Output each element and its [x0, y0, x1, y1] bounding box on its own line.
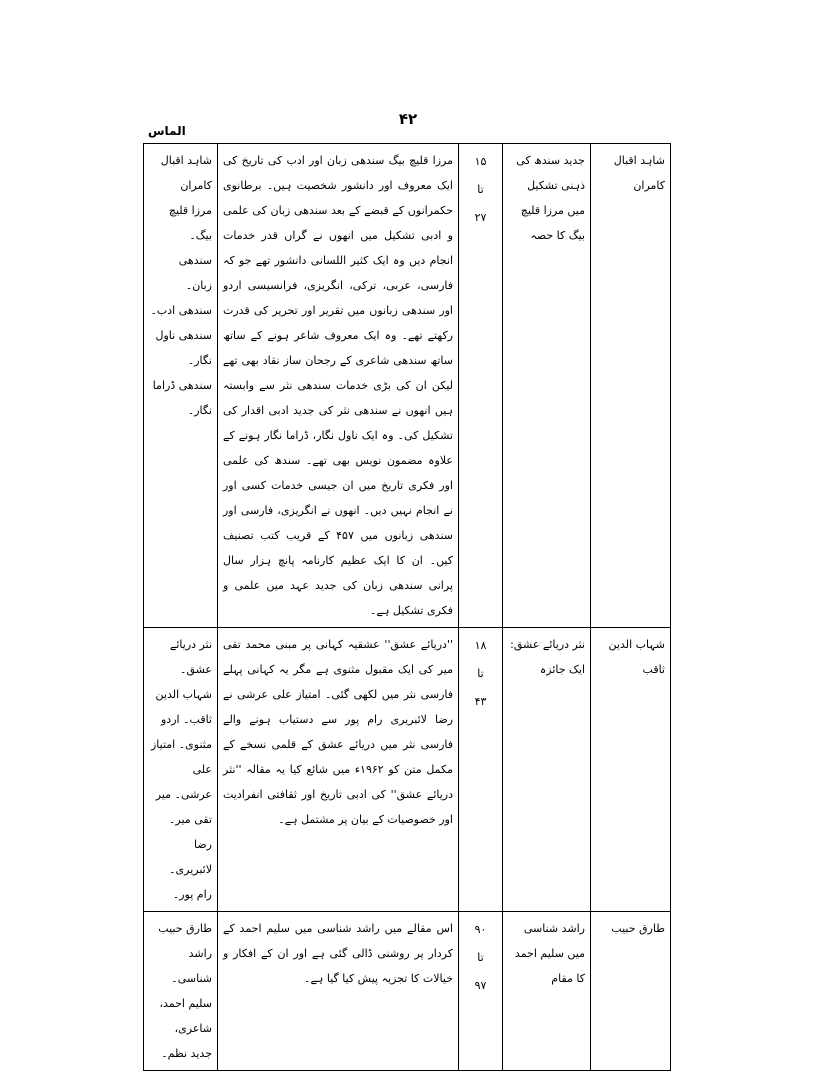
keyword: مرزا قلیچ بیگ۔ — [168, 204, 212, 242]
page-end: ۲۷ — [474, 211, 487, 224]
summary-cell — [218, 628, 459, 912]
author-cell: طارق حبیب — [591, 912, 671, 1071]
page-start: ۹۰ — [474, 923, 487, 936]
pages-cell — [459, 628, 503, 912]
keywords-cell — [144, 628, 218, 912]
keywords-cell — [144, 144, 218, 628]
page-range-word: تا — [477, 183, 484, 196]
keyword: سندھی ڈراما نگار۔ — [152, 379, 212, 417]
table-row — [144, 628, 671, 912]
page-number: ۴۲ — [398, 110, 418, 128]
keyword: شہاب الدین — [155, 688, 212, 701]
summary-text: مرزا قلیچ بیگ سندھی زبان اور ادب کی تاریخ کی ایک معروف اور دانشور شخصیت ہیں۔ برطانوی حکمرانوں کے قبضے کے بعد سندھی زبان کی علمی و ادبی تشکیل میں انھوں نے گراں قدر خدمات انجام دیں وہ ایک کثیر اللسانی دانشور تھے جو کہ فارسی، عربی، ترکی، انگریزی، فرانسیسی اردو اور سندھی زبانوں میں تقریر اور تحریر کی قدرت رکھتے تھے۔ وہ ایک معروف شاعر ہونے کے ساتھ ساتھ سندھی شاعری کے رجحان ساز نقاد بھی تھے لیکن ان کی بڑی خدمات سندھی نثر سے وابستہ ہیں انھوں نے سندھی نثر کی جدید ادبی اقدار کی تشکیل کی۔ وہ ایک ناول نگار، ڈراما نگار ہونے کے علاوہ مضمون نویس بھی تھے۔ سندھ کی علمی اور فکری تاریخ میں ان جیسی خدمات کسی اور نے انجام نہیں دیں۔ انھوں نے انگریزی، فارسی اور سندھی زبانوں میں ۴۵۷ کے قریب کتب تصنیف کیں۔ ان کا ایک عظیم کارنامہ پانچ ہزار سال پرانی سندھی زبان کی جدید عہد میں علمی و فکری تشکیل ہے۔ — [223, 154, 453, 617]
summary-text: ''دریائے عشق'' عشقیہ کہانی پر مبنی محمد تقی میر کی ایک مقبول مثنوی ہے مگر یہ کہانی پہلے فارسی نثر میں لکھی گئی۔ امتیاز علی عرشی نے رضا لائبریری رام پور سے دستیاب ہونے والے فارسی نثر میں دریائے عشق کے قلمی نسخے کے مکمل متن کو ۱۹۶۲ء میں شائع کیا یہ مقالہ ''نثر دریائے عشق'' کی ادبی تاریخ اور ثقافتی انفرادیت اور خصوصیات کے بیان پر مشتمل ہے۔ — [223, 638, 453, 826]
keywords-cell — [144, 912, 218, 1071]
summary-cell — [218, 144, 459, 628]
title-cell: راشد شناسی میں سلیم احمد کا مقام — [503, 912, 591, 1071]
pages-cell — [459, 912, 503, 1071]
keyword: مثنوی۔ امتیاز علی — [150, 738, 212, 776]
page-range-word: تا — [477, 667, 484, 680]
keyword: رضا لائبریری۔ — [169, 838, 212, 876]
summary-text: اس مقالے میں راشد شناسی میں سلیم احمد کے کردار پر روشنی ڈالی گئی ہے اور ان کے افکار و خیالات کا تجزیہ پیش کیا گیا ہے۔ — [223, 922, 453, 985]
title-cell: نثر دریائے عشق: ایک جائزہ — [503, 628, 591, 912]
keyword: ثاقب۔ اردو — [161, 713, 212, 726]
table-row — [144, 912, 671, 1071]
keyword: سلیم احمد، شاعری، — [159, 997, 212, 1035]
article-index-table — [143, 143, 671, 1071]
summary-cell — [218, 912, 459, 1071]
keyword: نثر دریائے عشق۔ — [169, 638, 212, 676]
keyword: سندھی ادب۔ — [150, 304, 212, 317]
author-cell: شہاب الدین ثاقب — [591, 628, 671, 912]
page-start: ۱۵ — [474, 155, 487, 168]
page-start: ۱۸ — [474, 639, 487, 652]
table-row — [144, 144, 671, 628]
keyword: راشد شناسی۔ — [171, 947, 212, 985]
keyword: سندھی ناول نگار۔ — [155, 329, 212, 367]
page-end: ۴۳ — [474, 695, 487, 708]
title-cell: جدید سندھ کی ذہنی تشکیل میں مرزا قلیچ بیگ کا حصہ — [503, 144, 591, 628]
keyword: طارق حبیب — [158, 922, 212, 935]
keyword: سندھی زبان۔ — [178, 254, 212, 292]
keyword: رام پور۔ — [172, 888, 212, 901]
author-cell: شاہد اقبال کامران — [591, 144, 671, 628]
keyword: شاہد اقبال کامران — [160, 154, 212, 192]
keyword: جدید نظم۔ — [161, 1047, 212, 1060]
keyword: عرشی۔ میر تقی میر۔ — [155, 788, 212, 826]
running-title: الماس — [148, 124, 186, 138]
pages-cell — [459, 144, 503, 628]
page-range-word: تا — [477, 951, 484, 964]
page-end: ۹۷ — [474, 979, 487, 992]
